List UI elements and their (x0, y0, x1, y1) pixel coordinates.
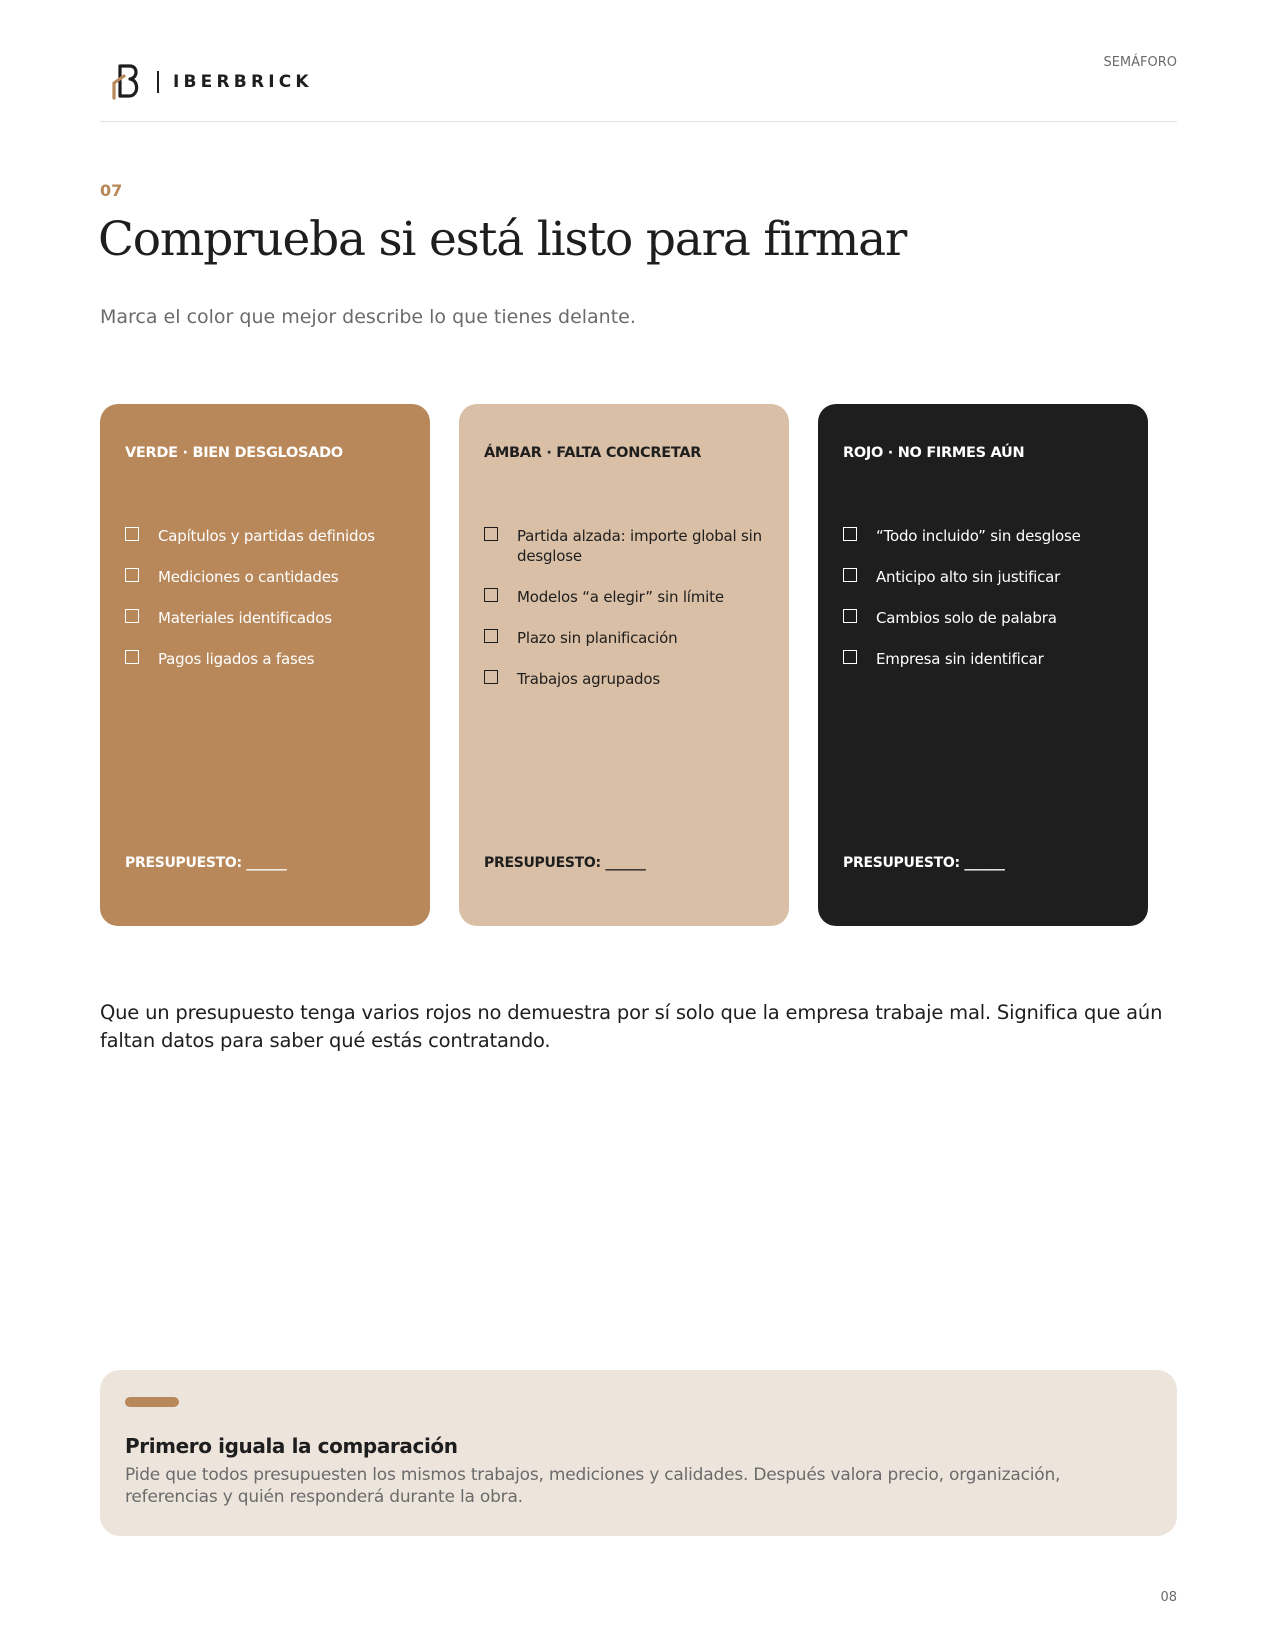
iberbrick-logo-icon (111, 63, 143, 101)
checklist-item[interactable] (843, 608, 1133, 628)
checklist-item[interactable] (843, 567, 1133, 587)
section-label: SEMÁFORO (1103, 55, 1177, 70)
page-subtitle: Marca el color que mejor describe lo que tienes delante. (100, 306, 636, 328)
page-header (100, 55, 1177, 122)
checklist-item-label: Mediciones o cantidades (158, 568, 339, 586)
checklist-item-label: Partida alzada: importe global sin desglose (517, 527, 762, 565)
checklist (125, 526, 415, 690)
page-number: 08 (1160, 1590, 1177, 1605)
checklist-item-label: Empresa sin identificar (876, 650, 1044, 668)
checkbox-icon[interactable] (125, 609, 139, 623)
checkbox-icon[interactable] (484, 527, 498, 541)
checklist-item-label: Capítulos y partidas definidos (158, 527, 375, 545)
checklist (843, 526, 1133, 690)
section-number: 07 (100, 181, 123, 200)
checklist-item-label: Trabajos agrupados (517, 670, 660, 688)
tip-callout (100, 1370, 1177, 1536)
checklist-item[interactable] (484, 526, 774, 566)
card-green (100, 404, 430, 926)
card-title: ÁMBAR · FALTA CONCRETAR (484, 445, 702, 461)
checkbox-icon[interactable] (843, 568, 857, 582)
tip-text: Pide que todos presupuesten los mismos trabajos, mediciones y calidades. Después valora precio, organización, referencias y quién responderá durante la obra. (125, 1465, 1061, 1507)
checkbox-icon[interactable] (484, 670, 498, 684)
checklist-item[interactable] (484, 628, 774, 648)
checkbox-icon[interactable] (484, 629, 498, 643)
brand-name: IBERBRICK (173, 72, 313, 92)
checklist-item[interactable] (125, 649, 415, 669)
checklist-item[interactable] (484, 669, 774, 689)
checklist-item[interactable] (125, 526, 415, 546)
accent-bar (125, 1397, 179, 1407)
checklist-item-label: Materiales identificados (158, 609, 332, 627)
checklist-item[interactable] (843, 649, 1133, 669)
checklist-item[interactable] (484, 587, 774, 607)
budget-field[interactable]: PRESUPUESTO: ______ (843, 855, 1005, 871)
checklist-item-label: Plazo sin planificación (517, 629, 678, 647)
page-title: Comprueba si está listo para firmar (98, 212, 907, 267)
budget-field[interactable]: PRESUPUESTO: ______ (125, 855, 287, 871)
checklist-item-label: Anticipo alto sin justificar (876, 568, 1061, 586)
checkbox-icon[interactable] (125, 568, 139, 582)
checklist-item[interactable] (125, 608, 415, 628)
checklist-item-label: Cambios solo de palabra (876, 609, 1057, 627)
checklist-item-label: Modelos “a elegir” sin límite (517, 588, 724, 606)
explanatory-note: Que un presupuesto tenga varios rojos no demuestra por sí solo que la empresa trabaje mal. Significa que aún faltan datos para saber qué estás contratando. (100, 1001, 1163, 1052)
card-amber (459, 404, 789, 926)
checkbox-icon[interactable] (843, 650, 857, 664)
card-title: ROJO · NO FIRMES AÚN (843, 445, 1025, 461)
checkbox-icon[interactable] (125, 527, 139, 541)
checkbox-icon[interactable] (843, 527, 857, 541)
checklist-item[interactable] (125, 567, 415, 587)
tip-title: Primero iguala la comparación (125, 1434, 458, 1458)
logo-divider (157, 71, 159, 93)
checkbox-icon[interactable] (484, 588, 498, 602)
budget-field[interactable]: PRESUPUESTO: ______ (484, 855, 646, 871)
brand-logo (111, 63, 313, 101)
checkbox-icon[interactable] (843, 609, 857, 623)
checklist-item-label: Pagos ligados a fases (158, 650, 315, 668)
card-title: VERDE · BIEN DESGLOSADO (125, 445, 343, 461)
checklist-item[interactable] (843, 526, 1133, 546)
card-red (818, 404, 1148, 926)
checklist-item-label: “Todo incluido” sin desglose (876, 527, 1081, 545)
checklist (484, 526, 774, 710)
checkbox-icon[interactable] (125, 650, 139, 664)
